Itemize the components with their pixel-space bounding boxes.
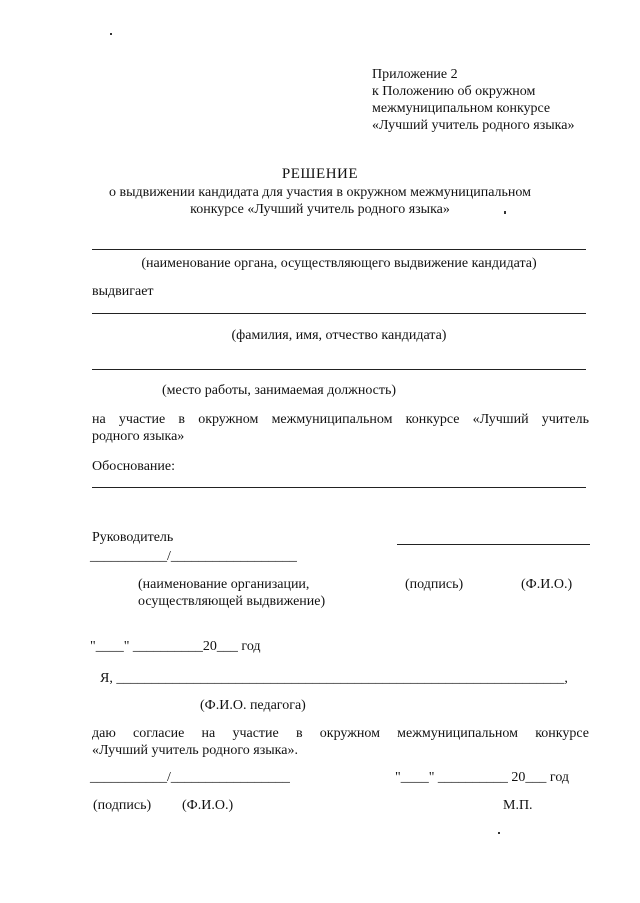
head-signature-fill-line[interactable]: ___________/__________________: [90, 549, 297, 564]
justification-label: Обоснование:: [92, 459, 176, 474]
head-signature-right-line[interactable]: [397, 544, 590, 545]
candidate-name-fill-line[interactable]: [92, 313, 586, 314]
teacher-name-field[interactable]: Я, ________________________________________________________________,: [100, 671, 568, 686]
consent-signature-caption: (подпись): [93, 798, 152, 813]
participation-text-line-1: на участие в окружном межмуниципальном конкурсе «Лучший учитель: [92, 412, 589, 427]
consent-text-line-2: «Лучший учитель родного языка».: [92, 743, 298, 758]
appendix-line-4: «Лучший учитель родного языка»: [372, 118, 575, 133]
document-subtitle-line-2: конкурсе «Лучший учитель родного языка»: [190, 202, 450, 217]
appendix-line-1: Приложение 2: [372, 67, 458, 82]
seal-placeholder: М.П.: [503, 798, 533, 813]
workplace-fill-line[interactable]: [92, 369, 586, 370]
head-signature-caption: (подпись): [405, 577, 464, 592]
workplace-caption: (место работы, занимаемая должность): [162, 383, 397, 398]
org-caption: (наименование органа, осуществляющего выдвижение кандидата): [141, 256, 537, 271]
scan-speck: [110, 33, 112, 35]
consent-fio-caption: (Ф.И.О.): [182, 798, 234, 813]
teacher-name-caption: (Ф.И.О. педагога): [200, 698, 306, 713]
consent-date-field[interactable]: "____" __________ 20___ год: [395, 770, 570, 785]
justification-fill-line[interactable]: [92, 487, 586, 488]
scan-speck: [498, 832, 500, 834]
head-label: Руководитель: [92, 530, 174, 545]
nominates-label: выдвигает: [92, 284, 154, 299]
org-name-caption-line-2: осуществляющей выдвижение): [138, 594, 326, 609]
document-title: РЕШЕНИЕ: [281, 166, 359, 182]
org-fill-line[interactable]: [92, 249, 586, 250]
appendix-line-2: к Положению об окружном: [372, 84, 536, 99]
candidate-name-caption: (фамилия, имя, отчество кандидата): [231, 328, 447, 343]
nomination-date-field[interactable]: "____" __________20___ год: [90, 639, 261, 654]
appendix-line-3: межмуниципальном конкурсе: [372, 101, 551, 116]
participation-text-line-2: родного языка»: [92, 429, 185, 444]
document-subtitle-line-1: о выдвижении кандидата для участия в окружном межмуниципальном: [108, 185, 532, 200]
consent-signature-field[interactable]: ___________/_________________: [90, 770, 290, 785]
head-fio-caption: (Ф.И.О.): [521, 577, 573, 592]
org-name-caption-line-1: (наименование организации,: [138, 577, 310, 592]
consent-text-line-1: даю согласие на участие в окружном межмуниципальном конкурсе: [92, 726, 589, 741]
